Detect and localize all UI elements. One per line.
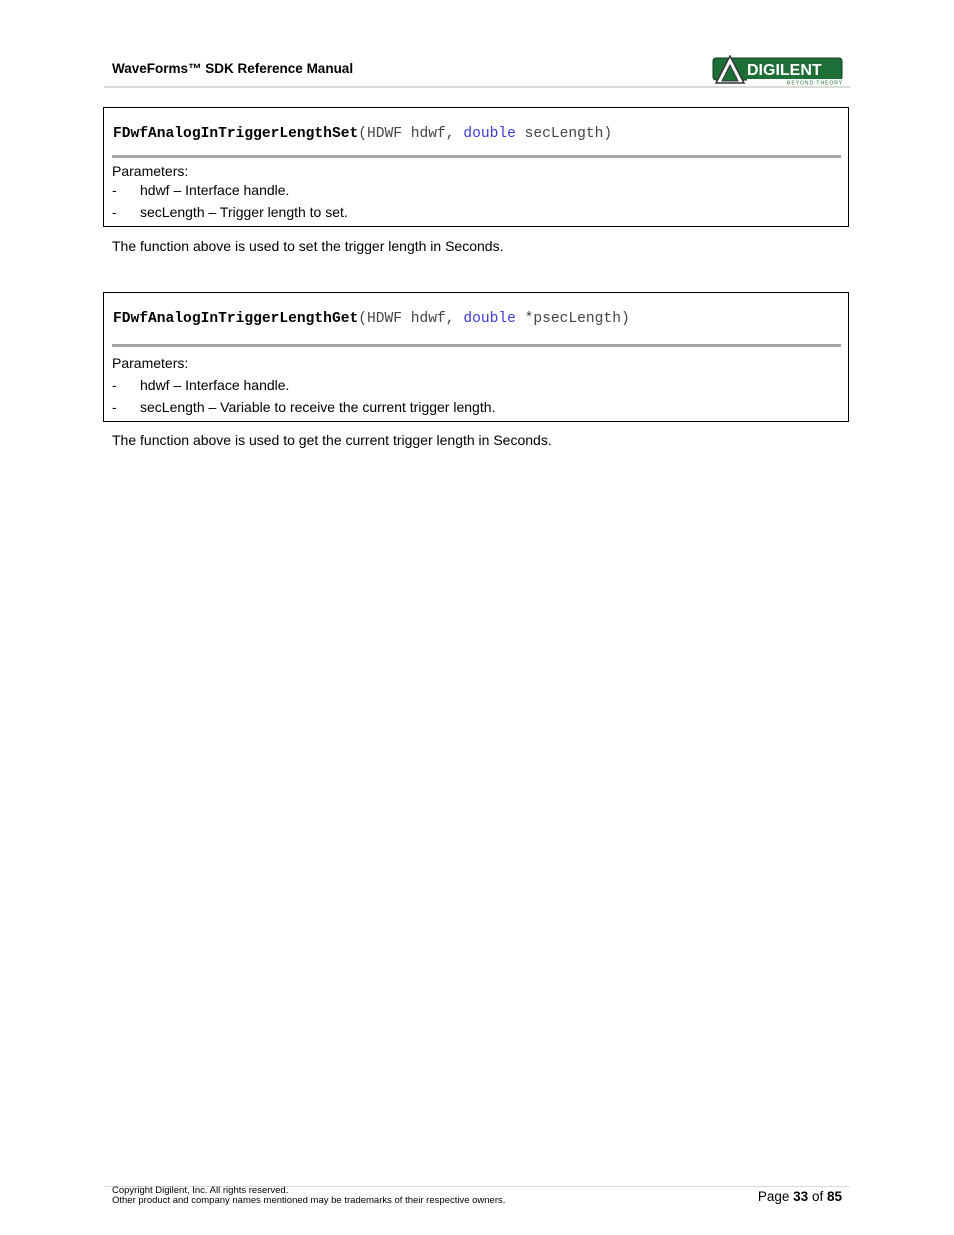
bullet-dash: -	[112, 399, 117, 415]
parameter-text: secLength – Variable to receive the current trigger length.	[140, 399, 496, 415]
bullet-dash: -	[112, 182, 117, 198]
signature-divider	[112, 155, 841, 158]
type-keyword: double	[463, 126, 516, 142]
signature-args-rest: *psecLength)	[515, 311, 630, 327]
header-title: WaveForms™ SDK Reference Manual	[112, 61, 354, 76]
signature-divider	[112, 344, 841, 347]
function-box-set	[103, 107, 849, 227]
function-signature	[113, 311, 630, 327]
page-of: of	[808, 1189, 827, 1204]
parameter-text: hdwf – Interface handle.	[140, 182, 290, 198]
type-keyword: double	[463, 311, 516, 327]
signature-args-open: (HDWF hdwf,	[358, 311, 464, 327]
signature-args-rest: secLength)	[515, 126, 613, 142]
function-name: FDwfAnalogInTriggerLengthGet	[113, 311, 359, 327]
parameter-text: hdwf – Interface handle.	[140, 377, 290, 393]
parameters-label: Parameters:	[112, 163, 189, 179]
signature-args-open: (HDWF hdwf,	[358, 126, 464, 142]
page-prefix: Page	[757, 1189, 794, 1204]
header-divider	[104, 86, 850, 88]
logo-tagline: BEYOND THEORY	[787, 80, 844, 85]
copyright-text: Copyright Digilent, Inc. All rights reserved.	[112, 1185, 289, 1196]
page-total: 85	[826, 1189, 842, 1204]
parameter-text: secLength – Trigger length to set.	[140, 204, 348, 220]
bullet-dash: -	[112, 377, 117, 393]
trademark-text: Other product and company names mentioned may be trademarks of their respective owners.	[112, 1195, 506, 1206]
parameters-label: Parameters:	[112, 355, 189, 371]
function-name: FDwfAnalogInTriggerLengthSet	[113, 126, 359, 142]
bullet-dash: -	[112, 204, 117, 220]
function-signature	[113, 126, 612, 142]
function-box-get	[103, 292, 849, 422]
function-description: The function above is used to set the trigger length in Seconds.	[112, 238, 504, 254]
page-current: 33	[793, 1189, 809, 1204]
page-number	[758, 1189, 842, 1204]
digilent-logo	[712, 55, 844, 85]
logo-text: DIGILENT	[747, 62, 822, 79]
function-description: The function above is used to get the current trigger length in Seconds.	[112, 432, 552, 448]
